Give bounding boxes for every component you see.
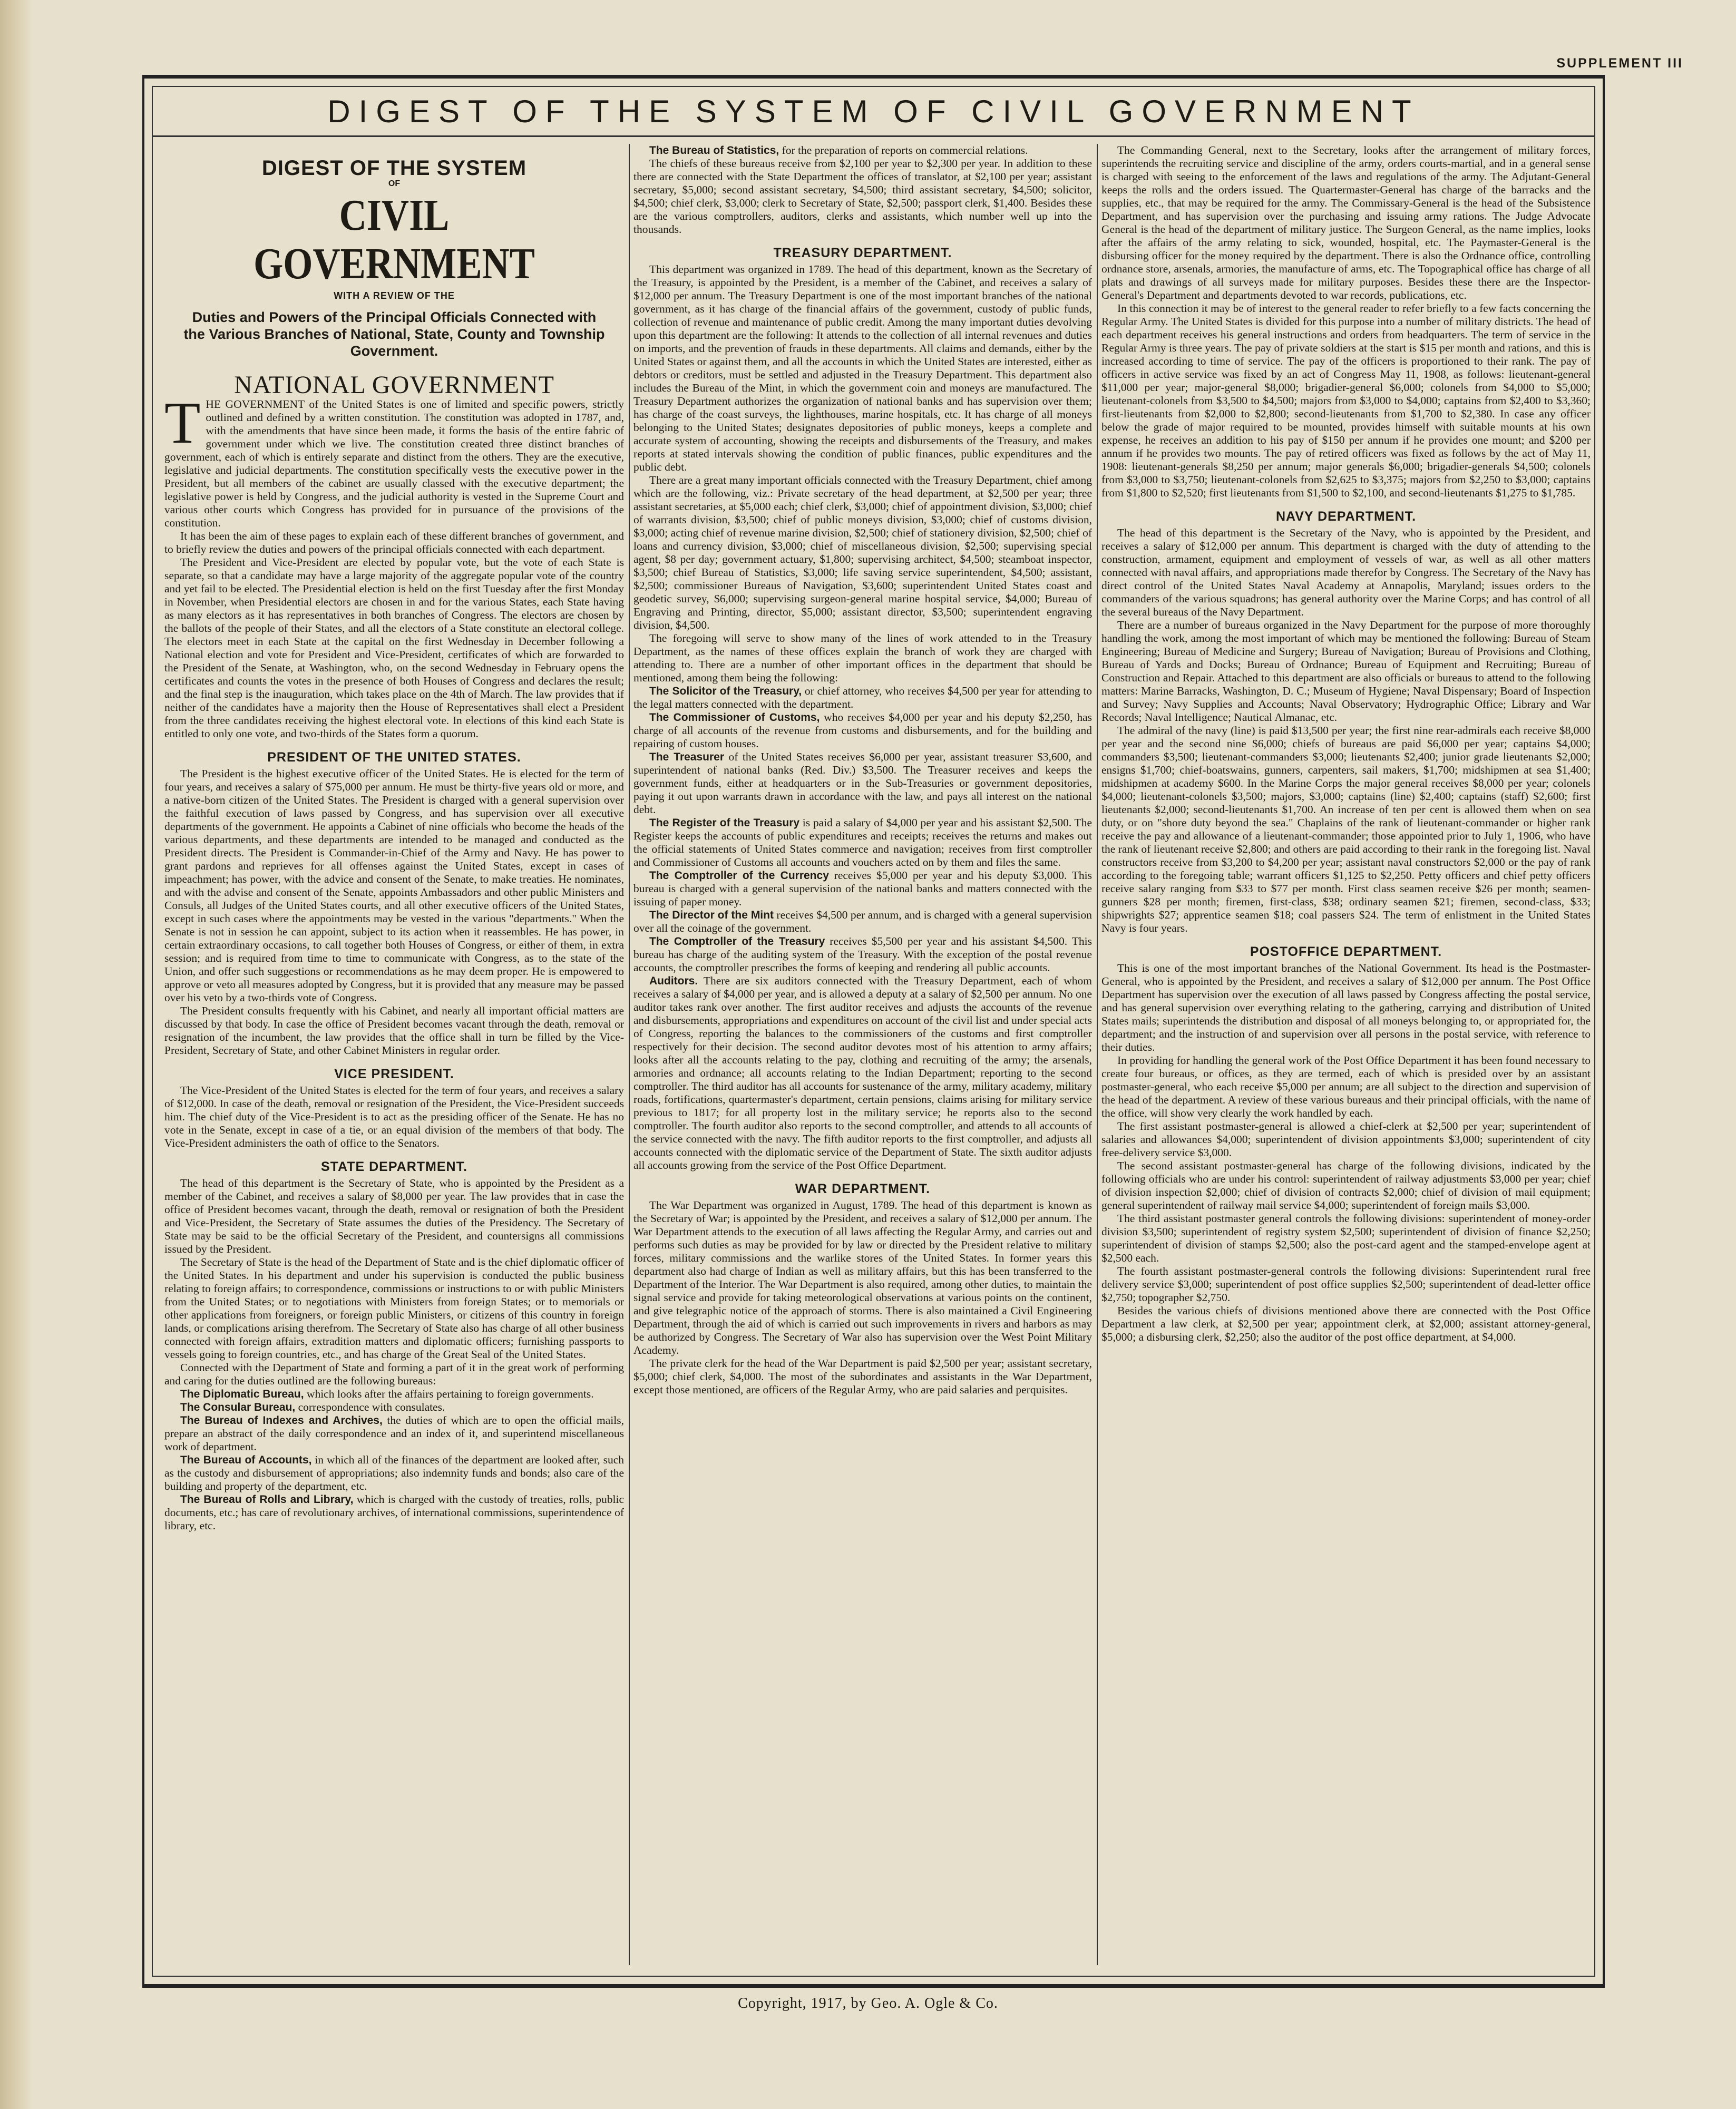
heading-treasury-department: TREASURY DEPARTMENT. — [773, 246, 952, 260]
banner-title: DIGEST OF THE SYSTEM OF CIVIL GOVERNMENT — [153, 87, 1594, 137]
president-para-1: The President is the highest executive officer of the United States. He is elected for the term of four years, and receives a salary of $75,000 per annum. He must be thirty-five years old or more, and a native-born citizen of the United States. The President is charged with a general supervision over the faithful execution of laws passed by Congress, and has supervision over all executive departments of the government. He appoints a Cabinet of nine officials who become the heads of the various departments, and these departments are intended to be managed and conducted as the President directs. The President is Commander-in-Chief of the Army and Navy. He has power to grant pardons and reprieves for all offenses against the United States, except in cases of impeachment; has power, with the advice and consent of the Senate, to make treaties. He nominates, and with the advise and consent of the Senate, appoints Ambassadors and other public Ministers and Consuls, all Judges of the United States courts, and all other executive officers of the United States, except in such cases where the appointments may be vested in the various "departments." When the Senate is not in session he can appoint, subject to its action when it reassembles. He has power, in certain extraordinary occasions, to call together both Houses of Congress, or either of them, in extra session; and is required from time to time to communicate with Congress, as to the state of the Union, and offer such suggestions or recommendations as he may deem proper. He is empowered to approve or veto all measures adopted by Congress, but it is provided that any measure may be passed over his veto by a two-thirds vote of Congress. — [164, 767, 624, 1004]
national-para-3: The President and Vice-President are elected by popular vote, but the vote of each State is separate, so that a candidate may have a large majority of the aggregate popular vote of the country and yet fail to be elected. The Presidential election is held on the first Tuesday after the first Monday in November, when Presidential electors are chosen in and for the various States, each State having as many electors as it has representatives in both branches of Congress. The electors are chosen by the ballots of the people of their States, and all the electors of a State constitute an electoral college. The electors meet in each State at the capital on the first Wednesday in December following a National election and vote for President and Vice-President, certificates of which are forwarded to the President of the Senate, at Washington, who, on the second Wednesday in February opens the certificates and counts the votes in the presence of both Houses of Congress and declares the result; and the final step is the inauguration, which takes place on the 4th of March. The law provides that if neither of the candidates have a majority then the House of Representatives shall elect a President from the three candidates receiving the highest electoral vote. In elections of this kind each State is entitled to only one vote, and two-thirds of the States form a quorum. — [164, 556, 624, 740]
treasury-solicitor: The Solicitor of the Treasury, or chief attorney, who receives $4,500 per year for attending to the legal matters connected with the department. — [633, 685, 1092, 710]
war-para-1: The War Department was organized in August, 1789. The head of this department is known as the Secretary of War; is appointed by the President, and receives a salary of $12,000 per annum. The War Department attends to the execution of all laws affecting the Regular Army, and carries out and performs such duties as may be provided for by law or directed by the President relative to military forces, military commissions and the warlike stores of the United States. In former years this department also had charge of Indian as well as military affairs, but this has been transferred to the Department of the Interior. The War Department is also required, among other duties, to maintain the signal service and provide for taking meteorological observations at various points on the continent, and give telegraphic notice of the approach of storms. There is also maintained a Civil Engineering Department, through the aid of which is carried out such improvements in rivers and harbors as may be authorized by Congress. The Secretary of War also has supervision over the West Point Military Academy. — [633, 1199, 1092, 1356]
state-para-1: The head of this department is the Secretary of State, who is appointed by the President as a member of the Cabinet, and receives a salary of $8,000 per year. The law provides that in case the office of President becomes vacant, through the death, removal or resignation of both the President and Vice-President, the Secretary of State assumes the duties of the Presidency. The Secretary of State may be said to be the official Secretary of the President, and countersigns all commissions issued by the President. — [164, 1177, 624, 1255]
heading-president: PRESIDENT OF THE UNITED STATES. — [267, 750, 521, 765]
bureau-rolls-library: The Bureau of Rolls and Library, which is charged with the custody of treaties, rolls, public documents, etc.; has care of revolutionary archives, of international commissions, superintendence of library, etc. — [164, 1493, 624, 1532]
post-para-5: The third assistant postmaster general controls the following divisions: superintendent of money-order division $3,500; superintendent of registry system $2,500; superintendent of division of finance $2,250; superintendent of division of stamps $2,500; also the post-card agent and the stamped-envelope agent at $2,500 each. — [1101, 1212, 1591, 1264]
column-2 — [633, 144, 1092, 1965]
treasury-para-1: This department was organized in 1789. The head of this department, known as the Secretary of the Treasury, is appointed by the President, is a member of the Cabinet, and receives a salary of $12,000 per annum. The Treasury Department is one of the most important branches of the national government, as it has charge of the financial affairs of the government, custody of public funds, collection of revenue and maintenance of public credit. Among the many important duties devolving upon this department are the following: It attends to the collection of all internal revenues and duties on imports, and the prevention of frauds in these departments. All claims and demands, either by the United States or against them, and all the accounts in which the United States are interested, either as debtors or creditors, must be settled and adjusted in the Treasury Department. This department also includes the Bureau of the Mint, in which the government coin and moneys are manufactured. The Treasury Department authorizes the organization of national banks and has supervision over them; has charge of the coast surveys, the lighthouses, marine hospitals, etc. It has charge of all moneys belonging to the United States; designates depositories of public moneys, keeps a complete and accurate system of accounting, showing the receipts and disbursements of the Treasury, and makes reports at stated intervals showing the condition of public finances, public expenditures and the public debt. — [633, 263, 1092, 473]
column-rule-1 — [629, 144, 630, 1965]
title-civil-government: CIVIL GOVERNMENT — [253, 191, 535, 288]
column-3 — [1101, 144, 1591, 1965]
national-para-1: THE GOVERNMENT of the United States is one of limited and specific powers, strictly outlined and defined by a written constitution. The constitution was adopted in 1787, and, with the amendments that have since been made, it forms the basis of the entire fabric of government under which we live. The constitution created three distinct branches of government, each of which is entirely separate and distinct from the others. They are the executive, legislative and judicial departments. The constitution specifically vests the executive power in the President, but all members of the cabinet are usually classed with the executive department; the legislative power is held by Congress, and the judicial authority is vested in the Supreme Court and various other courts which Congress has provided for in pursuance of the provisions of the constitution. — [164, 390, 624, 529]
heading-vice-president: VICE PRESIDENT. — [334, 1067, 454, 1081]
supplement-label: SUPPLEMENT III — [1556, 56, 1683, 71]
column-1 — [164, 144, 624, 1965]
state-para-3: Connected with the Department of State and forming a part of it in the great work of performing and caring for the duties outlined are the following bureaus: — [164, 1361, 624, 1387]
post-para-6: The fourth assistant postmaster-general controls the following divisions: Superintendent rural free delivery service $3,000; superintendent of post office supplies $2,500; superintendent of dead-letter office $2,750; topographer $2,750. — [1101, 1265, 1591, 1304]
bureau-consular: The Consular Bureau, correspondence with consulates. — [180, 1401, 445, 1413]
copyright-line: Copyright, 1917, by Geo. A. Ogle & Co. — [738, 1995, 998, 2012]
bureau-diplomatic: The Diplomatic Bureau, which looks after the affairs pertaining to foreign governments. — [180, 1388, 594, 1400]
heading-national-government: NATIONAL GOVERNMENT — [234, 371, 554, 399]
navy-para-2: There are a number of bureaus organized in the Navy Department for the purpose of more thoroughly handling the work, among the most important of which may be mentioned the following: Bureau of Steam Engineering; Bureau of Medicine and Surgery; Bureau of Navigation; Bureau of Provisions and Clothing, Bureau of Yards and Docks; Bureau of Ordnance; Bureau of Equipment and Recruiting; Bureau of Construction and Repair. Attached to this department are also officials or bureaus to attend to the following matters: Marine Barracks, Washington, D. C.; Museum of Hygiene; Naval Dispensary; Board of Inspection and Survey; Navy Supplies and Accounts; Naval Observatory; Hydrographic Office; Library and War Records; Naval Intelligence; Nautical Almanac, etc. — [1101, 619, 1591, 724]
treasury-para-2: There are a great many important officials connected with the Treasury Department, chief among which are the following, viz.: Private secretary of the head department, at $2,500 per year; three assistant secretaries, at $5,000 each; chief clerk, $3,000; chief of appointment division, $3,000; chief of warrants division, $3,500; chief of public moneys division, $3,000; chief of customs division, $3,000; acting chief of revenue marine division, $2,500; chief of stationery division, $2,500; chief of loans and currency division, $3,000; chief of miscellaneous division, $2,500; supervising special agent, $8 per day; government actuary, $1,800; supervising architect, $4,500; steamboat inspector, $3,500; chief Bureau of Statistics, $3,000; life saving service superintendent, $4,500; assistant, $2,500; commissioner Bureaus of Navigation, $3,600; superintendent United States coast and geodetic survey, $6,000; supervising surgeon-general marine hospital service, $4,000; Bureau of Engraving and Printing, director, $5,000; assistant director, $3,500; superintendent engraving division, $4,500. — [633, 474, 1092, 631]
heading-postoffice-department: POSTOFFICE DEPARTMENT. — [1250, 944, 1442, 959]
navy-para-3: The admiral of the navy (line) is paid $13,500 per year; the first nine rear-admirals each receive $8,000 per year and the second nine $6,000; chiefs of bureaus are paid $6,000 per year; captains $4,000; commanders $3,500; lieutenant-commanders $3,000; lieutenants $2,400; junior grade lieutenants $2,000; ensigns $1,700; chief-boatswains, gunners, carpenters, sail makers, $1,700; midshipmen at sea $1,400; midshipmen at academy $600. In the Marine Corps the major general receives $8,000 per year; colonels $4,000; lieutenant-colonels $3,500; majors, $3,000; captains (line) $2,400; captains (staff) $2,600; first lieutenants $2,000; second-lieutenants $1,700. An increase of ten per cent is allowed them when on sea duty, or on "shore duty beyond the sea." Chaplains of the rank of lieutenant-commander or higher rank receive the pay and allowance of a lieutenant-commander; those appointed prior to July 1, 1906, who have the rank of lieutenant receive $2,800; and others are paid according to their rank in the foregoing list. Naval constructors receive from $3,200 to $4,200 per year; assistant naval constructors $2,000 or the pay of rank according to the foregoing table; warrant officers $1,125 to $2,250. Petty officers and chief petty officers receive salary ranging from $33 to $77 per month. First class seamen receive $26 per month; seamen-gunners $28 per month; firemen, first-class, $38; ordinary seamen $21; firemen, second-class, $33; shipwrights $27; apprentice seamen $18; coal passers $24. The term of enlistment in the United States Navy is four years. — [1101, 724, 1591, 934]
page-frame — [142, 75, 1605, 1988]
war-para-3: The Commanding General, next to the Secretary, looks after the arrangement of military forces, superintends the recruiting service and discipline of the army, orders courts-martial, and in a general sense is charged with seeing to the enforcement of the laws and regulations of the army. The Adjutant-General keeps the rolls and the orders issued. The Quartermaster-General has charge of the barracks and the supplies, etc., that may be required for the army. The Commissary-General is the head of the Subsistence Department, and has supervision over the purchasing and issuing army rations. The Judge Advocate General is the head of the department of military justice. The Surgeon General, as the name implies, looks after the affairs of the army relating to sick, wounded, hospital, etc. The Paymaster-General is the disbursing officer for the money required by the department. There is also the Ordnance office, controlling ordnance store, arsenals, armories, the manufacture of arms, etc. The Topographical office has charge of all plats and drawings of all surveys made for military purposes. Besides these there are the Inspector-General's Department and departments devoted to war records, publications, etc. — [1101, 144, 1591, 301]
page-inner-frame — [152, 86, 1595, 1977]
treasury-register: The Register of the Treasury is paid a salary of $4,000 per year and his assistant $2,500. The Register keeps the accounts of public expenditures and receipts; receives the returns and makes out the official statements of United States commerce and navigation; receives from first comptroller and Commissioner of Customs all accounts and vouchers acted on by them and files the same. — [633, 816, 1092, 868]
title-line-1: DIGEST OF THE SYSTEM — [261, 157, 527, 180]
war-para-4: In this connection it may be of interest to the general reader to refer briefly to a few facts concerning the Regular Army. The United States is divided for this purpose into a number of military districts. The head of each department receives his general instructions and orders from headquarters. The term of service in the Regular Army is three years. The pay of private soldiers at the start is $15 per month and rations, and this is increased according to time of service. The pay of the officers is proportioned to their rank. The pay of officers in active service was fixed by an act of Congress May 11, 1908, as follows: lieutenant-general $11,000 per year; major-general $8,000; brigadier-general $6,000; colonels from $4,000 to $5,000; lieutenant-colonels from $3,500 to $4,500; majors from $3,000 to $4,000; captains from $2,400 to $3,360; first-lieutenants from $2,000 to $2,800; second-lieutenants from $1,700 to $2,380. In case any officer below the grade of major required to be mounted, provides himself with suitable mounts at his own expense, he receives an addition to his pay of $150 per annum if he provides one mount; and $200 per annum if he provides two mounts. The pay of retired officers was fixed as follows by the act of May 11, 1908: lieutenant-generals $8,250 per annum; major generals $6,000; brigadier-generals $4,500; colonels from $3,000 to $3,750; lieutenant-colonels from $2,625 to $3,375; majors from $2,250 to $3,000; captains from $1,800 to $2,520; first lieutenants from $1,500 to $2,100, and second-lieutenants $1,275 to $1,785. — [1101, 302, 1591, 499]
heading-state-department: STATE DEPARTMENT. — [320, 1159, 468, 1174]
heading-war-department: WAR DEPARTMENT. — [795, 1182, 931, 1196]
state-para-2: The Secretary of State is the head of the Department of State and is the chief diplomatic officer of the United States. In his department and under his supervision is conducted the public business relating to foreign affairs; to correspondence, commissions or instructions to or with public Ministers from the United States; or to negotiations with Ministers from foreign States; or to memorials or other applications from foreigners, or foreign public Ministers, or citizens of this country in foreign lands, or complications arising therefrom. The Secretary of State also has charge of all other business connected with foreign affairs, extradition matters and diplomatic officers; furnishing passports to vessels going to foreign countries, etc., and has charge of the Great Seal of the United States. — [164, 1256, 624, 1361]
post-para-2: In providing for handling the general work of the Post Office Department it has been found necessary to create four bureaus, or offices, as they are termed, each of which is presided over by an assistant postmaster-general, who each receive $5,000 per annum; are all subject to the direction and supervision of the head of the department. A review of these various bureaus and their principal officials, with the name of the office, will show very clearly the work handled by each. — [1101, 1054, 1591, 1119]
column-rule-2 — [1097, 144, 1098, 1965]
treasury-customs: The Commissioner of Customs, who receives $4,000 per year and his deputy $2,250, has charge of all accounts of the revenue from customs and disbursements, and for the building and repairing of custom houses. — [633, 711, 1092, 750]
heading-navy-department: NAVY DEPARTMENT. — [1275, 509, 1417, 524]
post-para-4: The second assistant postmaster-general has charge of the following divisions, indicated by the following officials who are under his control: superintendent of railway adjustments $3,000 per year; chief of division inspection $2,000; chief of division of contracts $2,000; chief of division of mail equipment; general superintendent of railway mail service $4,000; superintendent of foreign mails $3,000. — [1101, 1159, 1591, 1212]
drop-cap: T — [164, 390, 201, 456]
treasury-mint: The Director of the Mint receives $4,500 per annum, and is charged with a general supervision over all the coinage of the government. — [633, 909, 1092, 934]
navy-para-1: The head of this department is the Secretary of the Navy, who is appointed by the President, and receives a salary of $12,000 per annum. This department is charged with the duty of attending to the construction, armament, equipment and employment of vessels of war, as well as all other matters connected with naval affairs, and appropriations made therefor by Congress. The Secretary of the Navy has direct control of the United States Naval Academy at Annapolis, Maryland; issues orders to the commanders of the various squadrons; has general authority over the Marine Corps; and has control of all the several bureaus of the Navy Department. — [1101, 526, 1591, 618]
vice-para-1: The Vice-President of the United States is elected for the term of four years, and receives a salary of $12,000. In case of the death, removal or resignation of the President, the Vice-President succeeds him. The chief duty of the Vice-President is to act as the presiding officer of the Senate. He has no vote in the Senate, except in case of a tie, or an equal division of the members of that body. The Vice-President administers the oath of office to the Senators. — [164, 1084, 624, 1149]
page-spine-shadow — [0, 0, 33, 2109]
treasury-treasurer: The Treasurer of the United States receives $6,000 per year, assistant treasurer $3,600, and superintendent of national banks (Red. Div.) $3,500. The Treasurer receives and keeps the government funds, either at headquarters or in the Sub-Treasuries or government depositories, paying it out upon warrants drawn in accordance with the law, and pays all interest on the national debt. — [633, 750, 1092, 816]
treasury-comptroller: The Comptroller of the Treasury receives $5,500 per year and his assistant $4,500. This bureau has charge of the auditing system of the Treasury. With the exception of the postal revenue accounts, the comptroller prescribes the forms of keeping and rendering all public accounts. — [633, 935, 1092, 974]
title-line-4: WITH A REVIEW OF THE — [334, 290, 455, 301]
bureau-statistics: The Bureau of Statistics, for the preparation of reports on commercial relations. — [649, 144, 1028, 157]
president-para-2: The President consults frequently with his Cabinet, and nearly all important official matters are discussed by that body. In case the office of President becomes vacant through the death, removal or resignation of the incumbent, the law provides that the office shall in turn be filled by the Vice-President, Secretary of State, and other Cabinet Ministers in regular order. — [164, 1004, 624, 1057]
bureau-accounts: The Bureau of Accounts, in which all of the finances of the department are looked after, such as the custody and disbursement of appropriations; also indemnity funds and bonds; also care of the building and property of the department, etc. — [164, 1453, 624, 1492]
treasury-currency: The Comptroller of the Currency receives $5,000 per year and his deputy $3,000. This bureau is charged with a general supervision of the national banks and matters connected with the issuing of paper money. — [633, 869, 1092, 908]
title-line-2: OF — [388, 179, 401, 188]
title-subtitle: Duties and Powers of the Principal Officials Connected with the Various Branches of National, State, County and Township Government. — [183, 309, 605, 359]
national-para-2: It has been the aim of these pages to explain each of these different branches of government, and to briefly review the duties and powers of the principal officials connected with each department. — [164, 530, 624, 555]
state-para-4: The chiefs of these bureaus receive from $2,100 per year to $2,300 per year. In addition to these there are connected with the State Department the offices of translator, at $2,100 per year; assistant secretary, $5,000; second assistant secretary, $4,500; third assistant secretary, $4,500; solicitor, $4,500; chief clerk, $3,000; clerk to Secretary of State, $2,500; passport clerk, $1,400. Besides these are the various comptrollers, auditors, clerks and assistants, which number well up into the thousands. — [633, 157, 1092, 236]
war-para-2: The private clerk for the head of the War Department is paid $2,500 per year; assistant secretary, $5,000; chief clerk, $4,000. The most of the subordinates and assistants in the War Department, except those mentioned, are officers of the Regular Army, who are paid salaries and perquisites. — [633, 1357, 1092, 1396]
treasury-para-3: The foregoing will serve to show many of the lines of work attended to in the Treasury Department, as the names of these offices explain the branch of work they are charged with attending to. There are a number of other important offices in the department that should be mentioned, among them being the following: — [633, 632, 1092, 684]
post-para-7: Besides the various chiefs of divisions mentioned above there are connected with the Post Office Department a law clerk, at $2,500 per year; appointment clerk, at $2,000; assistant attorney-general, $5,000; a disbursing clerk, $2,250; also the auditor of the post office department, at $4,000. — [1101, 1304, 1591, 1343]
post-para-1: This is one of the most important branches of the National Government. Its head is the Postmaster-General, who is appointed by the President, and receives a salary of $12,000 per annum. The Post Office Department has supervision over the execution of all laws passed by Congress affecting the postal service, and has general supervision over everything relating to the gathering, carrying and distribution of United States mails; superintends the distribution and disposal of all moneys belonging to, or appropriated for, the department; and the instruction of and supervision over all persons in the postal service, with reference to their duties. — [1101, 962, 1591, 1053]
post-para-3: The first assistant postmaster-general is allowed a chief-clerk at $2,500 per year; superintendent of salaries and allowances $4,000; superintendent of division appointments $3,000; superintendent of city free-delivery service $3,000. — [1101, 1120, 1591, 1159]
treasury-auditors: Auditors. There are six auditors connected with the Treasury Department, each of whom receives a salary of $4,000 per year, and is allowed a deputy at a salary of $2,500 per annum. No one auditor takes rank over another. The first auditor receives and adjusts the accounts of the revenue and disbursements, appropriations and expenditures on account of the civil list and under special acts of Congress, reporting the balances to the commissioners of the customs and first comptroller respectively for their decision. The second auditor devotes most of his attention to army affairs; looks after all the accounts relating to the pay, clothing and recruiting of the army; the arsenals, armories and ordnance; all accounts relating to the Indian Department; reporting to the second comptroller. The third auditor has all accounts for sustenance of the army, military academy, military roads, fortifications, quartermaster's department, certain pensions, claims arising for military service previous to 1817; for all property lost in the military service; he reports also to the second comptroller. The fourth auditor also reports to the second comptroller, and attends to all accounts of the service connected with the navy. The fifth auditor reports to the first comptroller, and adjusts all accounts connected with the diplomatic service of the Department of State. The sixth auditor adjusts all accounts growing from the service of the Post Office Department. — [633, 974, 1092, 1171]
bureau-indexes: The Bureau of Indexes and Archives, the duties of which are to open the official mails, prepare an abstract of the daily correspondence and an index of it, and superintend miscellaneous work of department. — [164, 1414, 624, 1453]
